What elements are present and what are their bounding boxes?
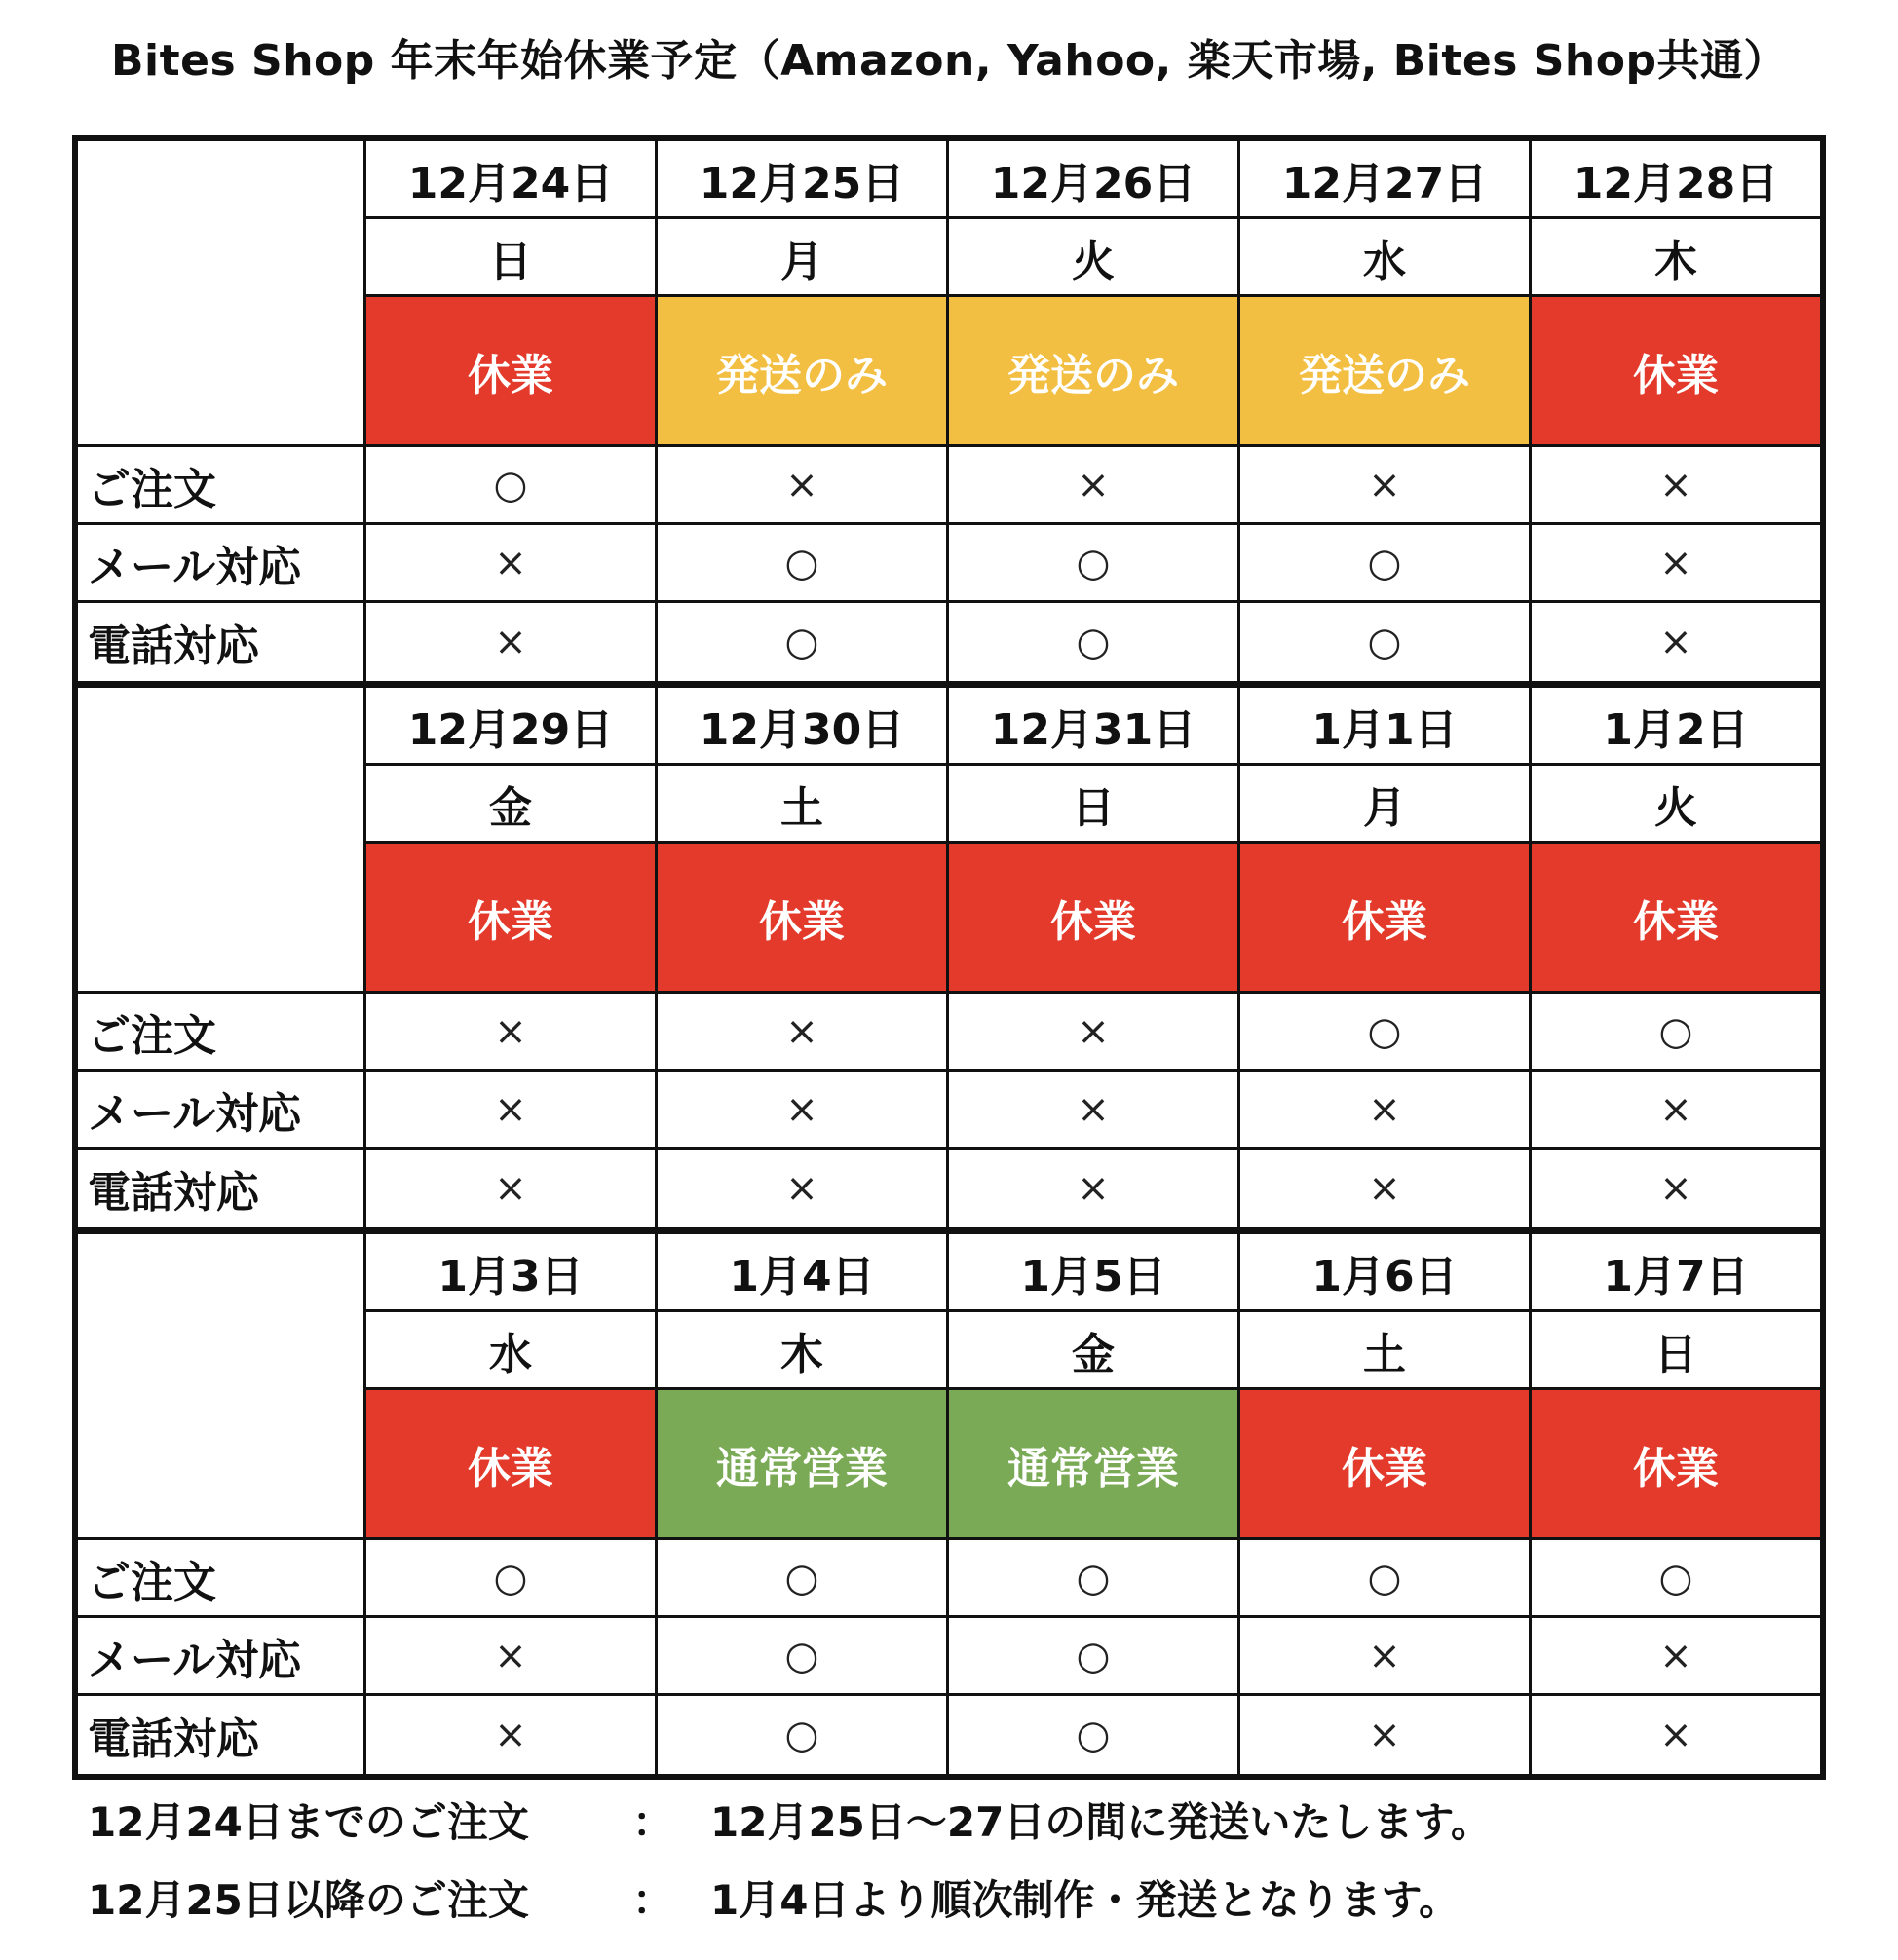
day-columns: [366, 141, 1820, 681]
mail-mark: ○: [949, 1618, 1237, 1696]
mail-mark: ○: [1240, 525, 1529, 603]
row-label: メール対応: [78, 1072, 366, 1150]
date-cell: 1月2日: [1532, 688, 1820, 766]
note-row: [88, 1790, 1492, 1849]
date-cell: 1月1日: [1240, 688, 1529, 766]
day-column: [366, 1234, 655, 1774]
note-separator: ：: [631, 1876, 673, 1924]
phone-mark: ○: [784, 1713, 819, 1757]
header-blank-cell: [78, 1234, 366, 1540]
order-mark: ×: [949, 447, 1237, 525]
day-column: [366, 141, 655, 681]
status-cell: 休業: [366, 297, 655, 447]
order-mark: ×: [658, 994, 946, 1072]
row-label: メール対応: [78, 525, 366, 603]
order-mark: ×: [1240, 447, 1529, 525]
day-column: [946, 688, 1237, 1227]
status-cell: 休業: [949, 844, 1237, 994]
mail-mark: ×: [1532, 1072, 1820, 1150]
day-column: [655, 688, 946, 1227]
date-cell: 12月25日: [658, 141, 946, 219]
mail-mark: ×: [1532, 525, 1820, 603]
date-cell: 1月3日: [366, 1234, 655, 1312]
date-cell: 1月7日: [1532, 1234, 1820, 1312]
order-mark: ○: [949, 1540, 1237, 1618]
weekday-cell: 木: [658, 1312, 946, 1390]
week-block: [78, 141, 1820, 681]
phone-mark: ×: [1659, 620, 1692, 664]
weekday-cell: 月: [1240, 766, 1529, 844]
header-blank-cell: [78, 688, 366, 994]
order-mark: ×: [366, 994, 655, 1072]
phone-mark: ×: [494, 1713, 527, 1757]
weekday-cell: 日: [949, 766, 1237, 844]
mail-mark: ×: [366, 525, 655, 603]
row-label: ご注文: [78, 994, 366, 1072]
weekday-cell: 日: [1532, 1312, 1820, 1390]
date-cell: 12月24日: [366, 141, 655, 219]
row-label: 電話対応: [78, 1696, 366, 1774]
order-mark: ○: [366, 447, 655, 525]
phone-mark: ×: [1659, 1713, 1692, 1757]
phone-mark: ○: [1076, 620, 1111, 664]
order-mark: ○: [1240, 994, 1529, 1072]
mail-mark: ×: [658, 1072, 946, 1150]
week-block: [78, 1227, 1820, 1774]
day-column: [1529, 688, 1820, 1227]
date-cell: 1月6日: [1240, 1234, 1529, 1312]
day-column: [1529, 1234, 1820, 1774]
weekday-cell: 月: [658, 219, 946, 297]
day-column: [655, 141, 946, 681]
row-label: 電話対応: [78, 1150, 366, 1227]
mail-mark: ○: [658, 1618, 946, 1696]
weekday-cell: 金: [949, 1312, 1237, 1390]
weekday-cell: 土: [1240, 1312, 1529, 1390]
row-label: 電話対応: [78, 603, 366, 681]
status-cell: 休業: [658, 844, 946, 994]
phone-mark: ×: [1077, 1166, 1110, 1211]
status-cell: 休業: [1532, 297, 1820, 447]
mail-mark: ×: [366, 1072, 655, 1150]
row-label: ご注文: [78, 447, 366, 525]
status-cell: 発送のみ: [949, 297, 1237, 447]
day-column: [1237, 1234, 1529, 1774]
day-column: [946, 141, 1237, 681]
mail-mark: ×: [949, 1072, 1237, 1150]
weekday-cell: 金: [366, 766, 655, 844]
status-cell: 発送のみ: [1240, 297, 1529, 447]
note-label: 12月25日以降のご注文: [88, 1876, 529, 1924]
page-title: Bites Shop 年末年始休業予定（Amazon, Yahoo, 楽天市場, Bites Shop共通）: [111, 36, 1787, 86]
schedule-table: [72, 135, 1826, 1780]
status-cell: 休業: [1532, 1390, 1820, 1540]
week-block: [78, 681, 1820, 1227]
date-cell: 12月29日: [366, 688, 655, 766]
status-cell: 休業: [366, 1390, 655, 1540]
mail-mark: ○: [658, 525, 946, 603]
phone-mark: ○: [1367, 620, 1402, 664]
date-cell: 12月26日: [949, 141, 1237, 219]
status-cell: 発送のみ: [658, 297, 946, 447]
note-text: 12月25日〜27日の間に発送いたします。: [710, 1798, 1492, 1846]
phone-mark: ×: [1659, 1166, 1692, 1211]
order-mark: ○: [366, 1540, 655, 1618]
date-cell: 1月4日: [658, 1234, 946, 1312]
phone-mark: ×: [1368, 1713, 1401, 1757]
status-cell: 通常営業: [949, 1390, 1237, 1540]
mail-mark: ×: [1240, 1072, 1529, 1150]
status-cell: 休業: [1240, 844, 1529, 994]
row-labels: [78, 141, 366, 681]
phone-mark: ○: [784, 620, 819, 664]
date-cell: 12月31日: [949, 688, 1237, 766]
day-column: [946, 1234, 1237, 1774]
day-columns: [366, 688, 1820, 1227]
order-mark: ○: [658, 1540, 946, 1618]
mail-mark: ×: [1240, 1618, 1529, 1696]
weekday-cell: 火: [949, 219, 1237, 297]
phone-mark: ×: [1368, 1166, 1401, 1211]
phone-mark: ○: [1076, 1713, 1111, 1757]
weekday-cell: 火: [1532, 766, 1820, 844]
status-cell: 休業: [366, 844, 655, 994]
day-column: [1237, 688, 1529, 1227]
weekday-cell: 土: [658, 766, 946, 844]
note-label: 12月24日までのご注文: [88, 1798, 529, 1846]
mail-mark: ×: [366, 1618, 655, 1696]
date-cell: 12月30日: [658, 688, 946, 766]
phone-mark: ×: [494, 620, 527, 664]
date-cell: 12月27日: [1240, 141, 1529, 219]
weekday-cell: 水: [1240, 219, 1529, 297]
day-columns: [366, 1234, 1820, 1774]
status-cell: 休業: [1532, 844, 1820, 994]
note-row: [88, 1868, 1460, 1927]
phone-mark: ×: [785, 1166, 818, 1211]
order-mark: ×: [949, 994, 1237, 1072]
date-cell: 1月5日: [949, 1234, 1237, 1312]
order-mark: ○: [1532, 1540, 1820, 1618]
day-column: [1237, 141, 1529, 681]
order-mark: ○: [1532, 994, 1820, 1072]
row-labels: [78, 1234, 366, 1774]
row-labels: [78, 688, 366, 1227]
header-blank-cell: [78, 141, 366, 447]
weekday-cell: 木: [1532, 219, 1820, 297]
day-column: [1529, 141, 1820, 681]
status-cell: 通常営業: [658, 1390, 946, 1540]
weekday-cell: 水: [366, 1312, 655, 1390]
phone-mark: ×: [494, 1166, 527, 1211]
note-separator: ：: [631, 1798, 673, 1846]
weekday-cell: 日: [366, 219, 655, 297]
day-column: [366, 688, 655, 1227]
note-text: 1月4日より順次制作・発送となります。: [710, 1876, 1461, 1924]
status-cell: 休業: [1240, 1390, 1529, 1540]
mail-mark: ×: [1532, 1618, 1820, 1696]
row-label: メール対応: [78, 1618, 366, 1696]
order-mark: ○: [1240, 1540, 1529, 1618]
row-label: ご注文: [78, 1540, 366, 1618]
date-cell: 12月28日: [1532, 141, 1820, 219]
order-mark: ×: [658, 447, 946, 525]
day-column: [655, 1234, 946, 1774]
mail-mark: ○: [949, 525, 1237, 603]
order-mark: ×: [1532, 447, 1820, 525]
